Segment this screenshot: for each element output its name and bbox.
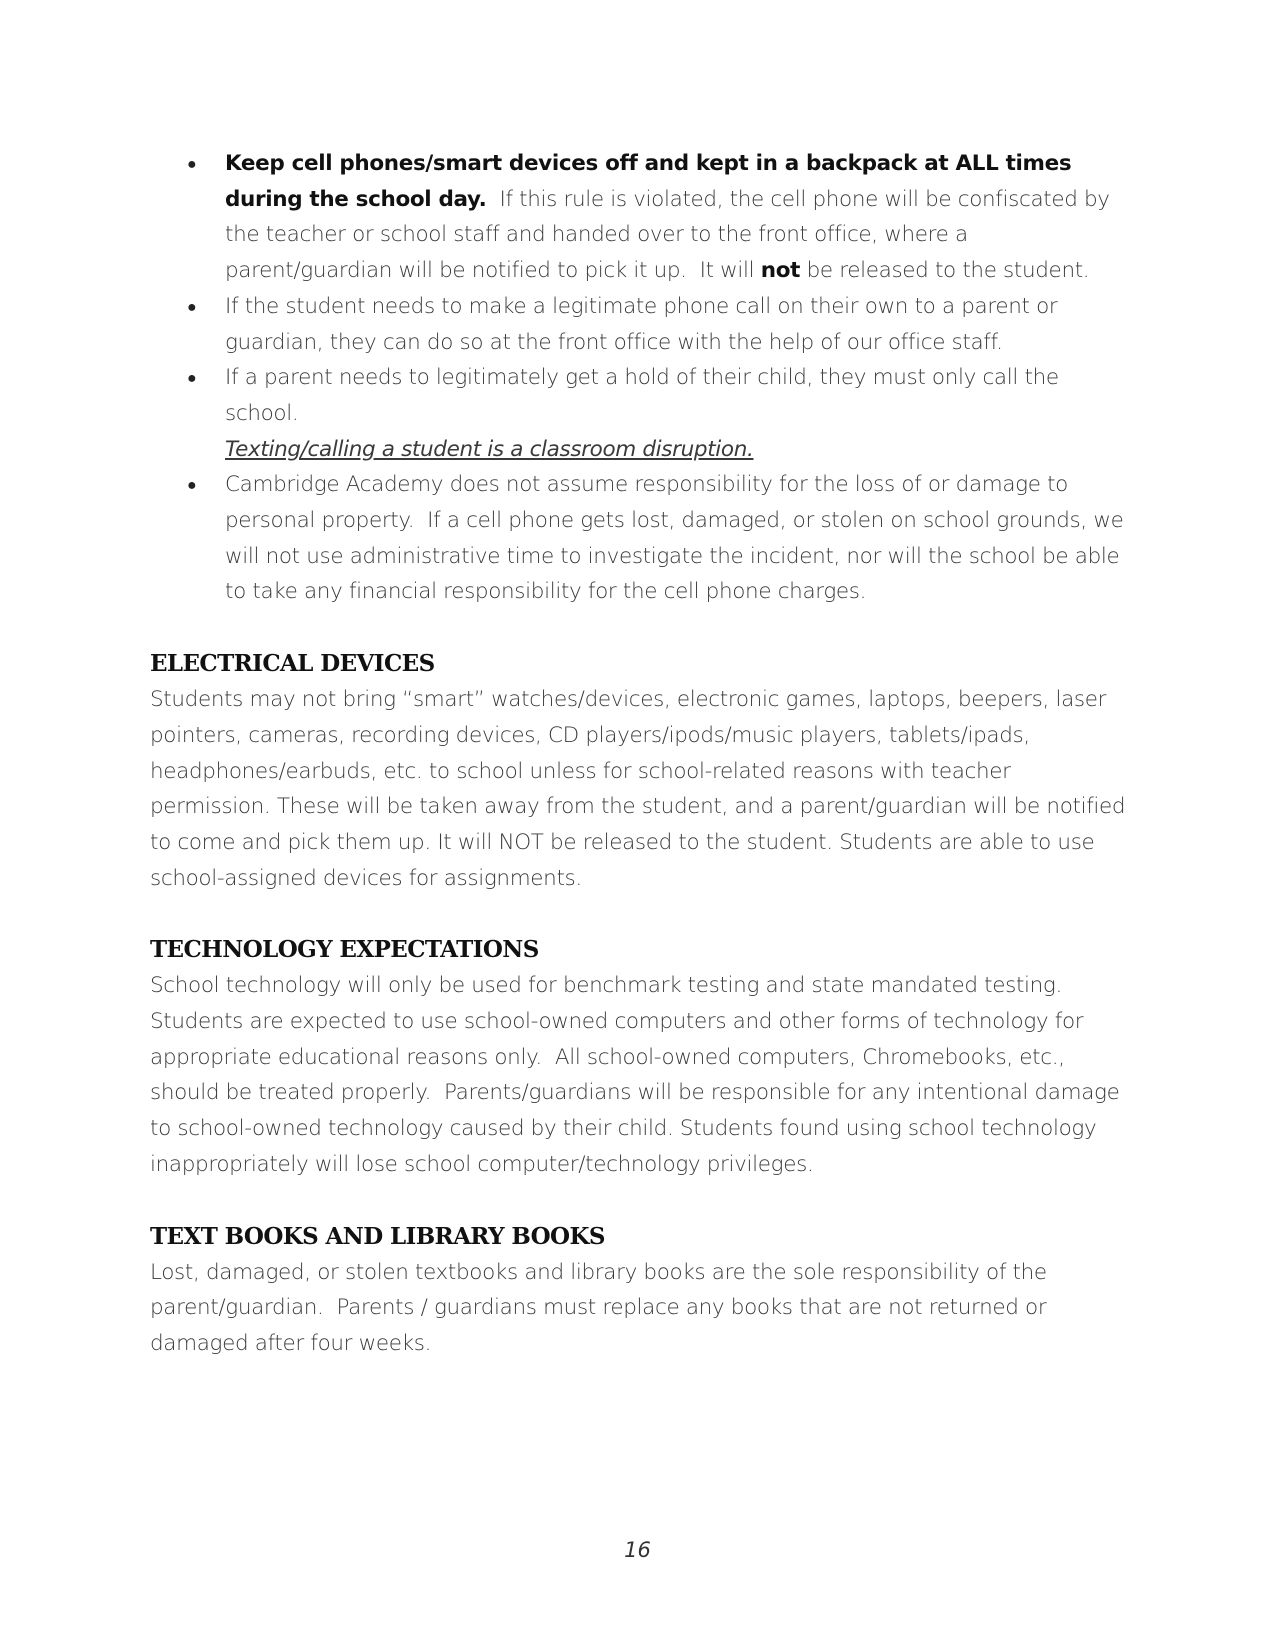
section-heading: TEXT BOOKS AND LIBRARY BOOKS (150, 1222, 605, 1250)
section-heading: ELECTRICAL DEVICES (150, 650, 435, 678)
bullet-icon: ● (187, 475, 197, 495)
section-technology-expectations (150, 934, 1130, 1182)
section-body: School technology will only be used for benchmark testing and state mandated testing. Students are expected to use school-owned computers and other forms of technology for appropriate educational reasons only. All school-owned computers, Chromebooks, etc., should be treated properly. Parents/guardians will be responsible for any intentional damage to school-owned technology caused by their child. Students found using school technology inappropriately will lose school computer/technology privileges. (150, 973, 1126, 1177)
list-item (150, 467, 1130, 610)
rule-text: If this rule is violated, the cell phone will be confiscated by the teacher or school staff and handed over to the front office, where a parent/guardian will be notified to pick it up. It will (225, 186, 1117, 284)
list-item (150, 289, 1130, 360)
section-text-books (150, 1221, 1130, 1362)
bullet-icon: ● (187, 154, 197, 173)
page-number: 16 (624, 1538, 651, 1562)
rule-text: If a parent needs to legitimately get a hold of their child, they must only call the school. (225, 365, 1059, 426)
cell-phone-rules-list (150, 146, 1130, 610)
rule-italic-note: Texting/calling a student is a classroom disruption. (225, 436, 754, 462)
list-item (150, 146, 1130, 289)
section-body: Lost, damaged, or stolen textbooks and library books are the sole responsibility of the parent/guardian. Parents / guardians must replace any books that are not returned or damaged after four weeks. (150, 1259, 1054, 1356)
section-electrical-devices (150, 648, 1130, 896)
document-page (150, 146, 1130, 1362)
bullet-icon: ● (187, 296, 197, 316)
rule-text: Cambridge Academy does not assume responsibility for the loss of or damage to personal property. If a cell phone gets lost, damaged, or stolen on school grounds, we will not use administrative time to investigate the incident, nor will the school be able to take any financial responsibility for the cell phone charges. (225, 472, 1130, 605)
rule-bold-lead: Keep cell phones/smart devices off and kept in a backpack at ALL times during the school day. (225, 151, 1072, 212)
rule-text-end: be released to the student. (800, 258, 1090, 284)
rule-text: If the student needs to make a legitimate phone call on their own to a parent or guardian, they can do so at the front office with the help of our office staff. (225, 293, 1058, 355)
section-heading: TECHNOLOGY EXPECTATIONS (150, 936, 539, 964)
rule-emphasis: not (760, 258, 801, 284)
section-body: Students may not bring “smart” watches/devices, electronic games, laptops, beepers, laser pointers, cameras, recording devices, CD players/ipods/music players, tablets/ipads, headphones/earbuds, etc. to school unless for school-related reasons with teacher permission. These will be taken away from the student, and a parent/guardian will be notified to come and pick them up. It will NOT be released to the student. Students are able to use school-assigned devices for assignments. (150, 687, 1126, 891)
bullet-icon: ● (187, 368, 197, 388)
list-item (150, 360, 1130, 467)
